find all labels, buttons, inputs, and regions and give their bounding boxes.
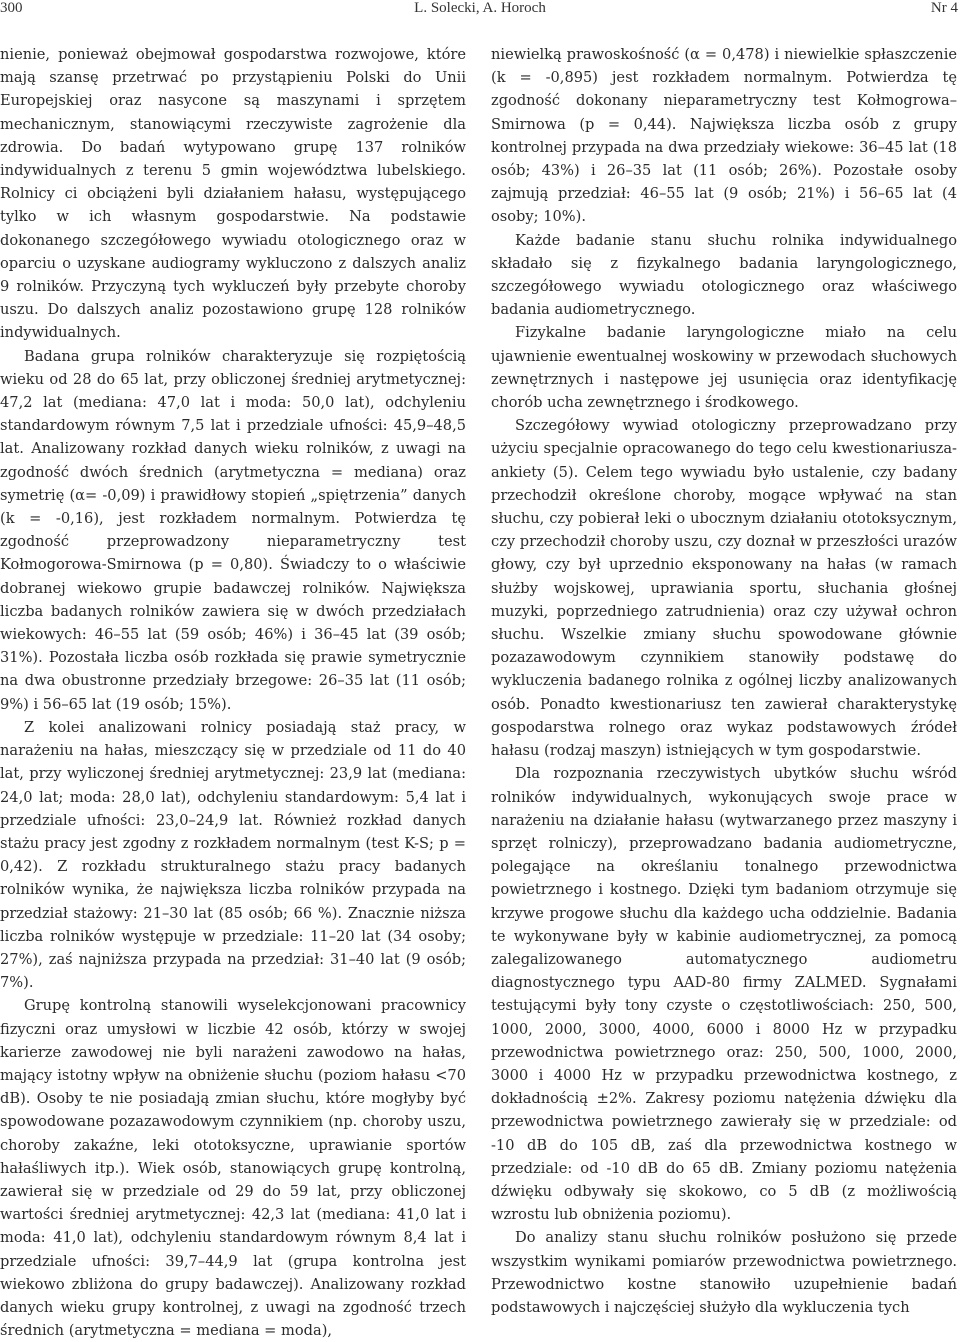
- paragraph: niewielką prawoskośność (α = 0,478) i niewielkie spłaszczenie (k = -0,895) jest rozkładem normalnym. Potwierdza tę zgodność dokonany nieparametryczny test Kołmogrowa–Smirnowa (p = 0,44). Największa liczba osób z grupy kontrolnej przypada na dwa przedziały wiekowe: 36–45 lat (18 osób; 43%) i 26–35 lat (11 osób; 26%). Pozostałe osoby zajmują przedział: 46–55 lat (9 osób; 21%) i 56–65 lat (4 osoby; 10%).: [491, 46, 957, 226]
- left-column: [0, 43, 466, 1342]
- paragraph: Fizykalne badanie laryngologiczne miało na celu ujawnienie ewentualnej woskowiny w przewodach słuchowych zewnętrznych i następowe jej usunięcia oraz identyfikację chorób ucha zewnętrznego i środkowego.: [491, 324, 957, 412]
- paragraph: Szczegółowy wywiad otologiczny przeprowadzano przy użyciu specjalnie opracowanego do tego celu kwestionariusza-ankiety (5). Celem tego wywiadu było ustalenie, czy badany przechodził określone choroby, mogące wpływać na stan słuchu, czy pobierał leki o ubocznym działaniu ototoksycznym, czy przechodził choroby uszu, czy doznał w przeszłości urazów głowy, czy był uprzednio eksponowany na hałas (w ramach służby wojskowej, uprawiania sportu, słuchania głośnej muzyki, poprzedniego zatrudnienia) oraz czy używał ochron słuchu. Wszelkie zmiany słuchu spowodowane głównie pozazawodowym czynnikiem stanowiły podstawę do wykluczenia badanego rolnika z ogólnej liczby analizowanych osób. Ponadto kwestionariusz ten zawierał charakterystykę gospodarstwa rolnego oraz wykaz podstawowych źródeł hałasu (rodzaj maszyn) istniejących w tym gospodarstwie.: [491, 417, 957, 760]
- page-number: 300: [0, 0, 23, 16]
- paragraph: Dla rozpoznania rzeczywistych ubytków słuchu wśród rolników indywidualnych, wykonujących swoje prace w narażeniu na działanie hałasu (wytwarzanego przez maszyny i sprzęt rolniczy), przeprowadzano badania audiometryczne, polegające na określaniu tonalnego przewodnictwa powietrznego i kostnego. Dzięki tym badaniom otrzymuje się krzywe progowe słuchu dla każdego ucha oddzielnie. Badania te wykonywane były w kabinie audiometrycznej, za pomocą zalegalizowanego automatycznego audiometru diagnostycznego typu AAD-80 firmy ZALMED. Sygnałami testującymi były tony czyste o częstotliwościach: 250, 500, 1000, 2000, 3000, 4000, 6000 i 8000 Hz w przypadku przewodnictwa powietrznego oraz: 250, 500, 1000, 2000, 3000 i 4000 Hz w przypadku przewodnictwa kostnego, z dokładnością ±2%. Zakresy poziomu natężenia dźwięku dla przewodnictwa powietrznego zawierały się w przedziale: od -10 dB do 105 dB, zaś dla przewodnictwa kostnego w przedziale: od -10 dB do 65 dB. Zmiany poziomu natężenia dźwięku odbywały się skokowo, co 5 dB (z możliwością wzrostu lub obniżenia poziomu).: [491, 765, 957, 1224]
- paragraph: Z kolei analizowani rolnicy posiadają staż pracy, w narażeniu na hałas, mieszczący się w przedziale od 11 do 40 lat, przy wyliczonej średniej arytmetycznej: 23,9 lat (mediana: 24,0 lat; moda: 28,0 lat), odchyleniu standardowym: 5,4 lat i przedziale ufności: 23,0–24,9 lat. Również rozkład danych stażu pracy jest zgodny z rozkładem normalnym (test K-S; p = 0,42). Z rozkładu strukturalnego stażu pracy badanych rolników wynika, że największa liczba rolników przypada na przedział stażowy: 21–30 lat (85 osób; 66 %). Znacznie niższa liczba rolników występuje w przedziale: 11–20 lat (34 osoby; 27%), zaś najniższa przypada na przedział: 31–40 lat (9 osób; 7%).: [0, 718, 466, 992]
- paragraph: Każde badanie stanu słuchu rolnika indywidualnego składało się z fizykalnego badania laryngologicznego, szczegółowego wywiadu otologicznego oraz właściwego badania audiometrycznego.: [491, 231, 957, 319]
- paragraph: Do analizy stanu słuchu rolników posłużono się przede wszystkim wynikami pomiarów przewodnictwa powietrznego. Przewodnictwo kostne stanowiło uzupełnienie badań podstawowych i najczęściej służyło dla wykluczenia tych: [491, 1229, 957, 1316]
- paragraph: Badana grupa rolników charakteryzuje się rozpiętością wieku od 28 do 65 lat, przy obliczonej średniej arytmetycznej: 47,2 lat (mediana: 47,0 lat i moda: 50,0 lat), odchyleniu standardowym równym 7,5 lat i przedziale ufności: 45,9–48,5 lat. Analizowany rozkład danych wieku rolników, z uwagi na zgodność dwóch średnich (arytmetyczna = mediana) oraz symetrię (α= -0,09) i prawidłowy stopień „spiętrzenia” danych (k = -0,16), jest rozkładem normalnym. Potwierdza tę zgodność przeprowadzony nieparametryczny test Kołmogorowa-Smirnowa (p = 0,80). Świadczy to o właściwie dobranej wiekowo grupie badawczej rolników. Największa liczba badanych rolników zawiera się w dwóch przedziałach wiekowych: 46–55 lat (59 osób; 46%) i 36–45 lat (39 osób; 31%). Pozostała liczba osób rozkłada się prawie symetrycznie na dwa obustronne przedziały brzegowe: 26–35 lat (11 osób; 9%) i 56–65 lat (19 osób; 15%).: [0, 347, 466, 713]
- right-column: [491, 43, 957, 1319]
- issue-number: Nr 4: [930, 0, 958, 16]
- running-authors: L. Solecki, A. Horoch: [414, 0, 546, 16]
- paragraph: nienie, ponieważ obejmował gospodarstwa rozwojowe, które mają szansę przetrwać po przystąpieniu Polski do Unii Europejskiej oraz nasycone są maszynami i sprzętem mechanicznym, stanowiącymi rzeczywiste zagrożenie dla zdrowia. Do badań wytypowano grupę 137 rolników indywidualnych z terenu 5 gmin województwa lubelskiego. Rolnicy ci obciążeni byli działaniem hałasu, występującego tylko w ich własnym gospodarstwie. Na podstawie dokonanego szczegółowego wywiadu otologicznego oraz w oparciu o uzyskane audiogramy wykluczono z dalszych analiz 9 rolników. Przyczyną tych wykluczeń były przebyte choroby uszu. Do dalszych analiz pozostawiono grupę 128 rolników indywidualnych.: [0, 46, 466, 342]
- paragraph: Grupę kontrolną stanowili wyselekcjonowani pracownicy fizyczni oraz umysłowi w liczbie 42 osób, którzy w swojej karierze zawodowej nie byli narażeni zawodowo na hałas, mający istotny wpływ na obniżenie słuchu (poziom hałasu <70 dB). Osoby te nie posiadają zmian słuchu, które mogłyby być spowodowane pozazawodowym czynnikiem (np. choroby uszu, choroby zakaźne, leki ototoksyczne, uprawianie sportów hałaśliwych itp.). Wiek osób, stanowiących grupę kontrolną, zawierał się w przedziale od 29 do 59 lat, przy obliczonej wartości średniej arytmetycznej: 42,3 lat (mediana: 41,0 lat i moda: 41,0 lat), odchyleniu standardowym równym 8,4 lat i przedziale ufności: 39,7–44,9 lat (grupa kontrolna jest wiekowo zbliżona do grupy badawczej). Analizowany rozkład danych wieku grupy kontrolnej, z uwagi na zgodność trzech średnich (arytmetyczna = mediana = moda),: [0, 997, 466, 1340]
- running-header: [0, 0, 960, 22]
